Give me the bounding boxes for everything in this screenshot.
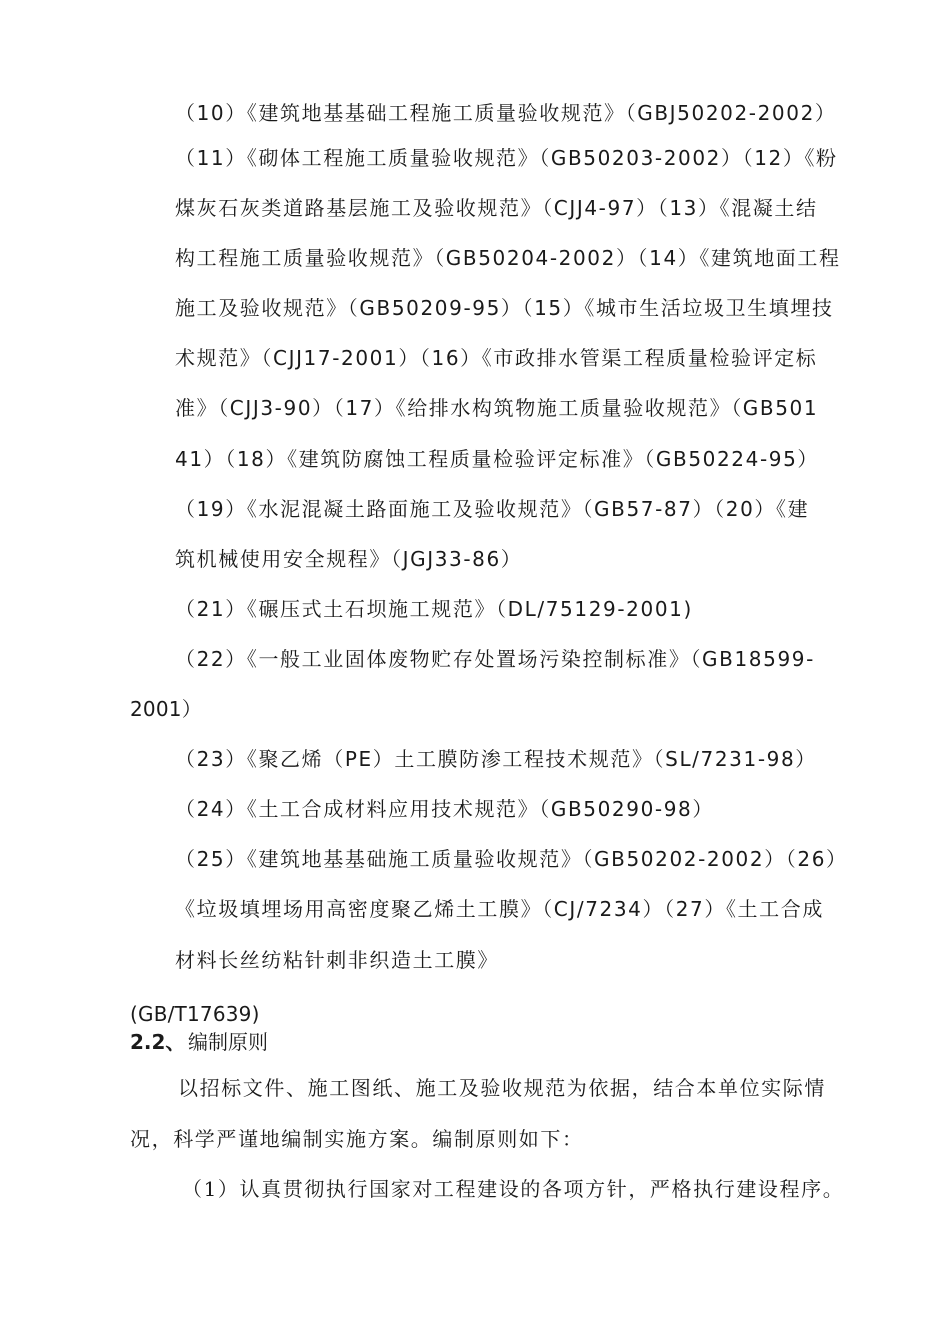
section-title: 编制原则	[188, 1030, 268, 1054]
standard-line: （19）《水泥混凝土路面施工及验收规范》（GB57-87）（20）《建	[175, 497, 810, 521]
standard-line: （24）《土工合成材料应用技术规范》（GB50290-98）	[175, 797, 714, 821]
standard-line: 41）（18）《建筑防腐蚀工程质量检验评定标准》（GB50224-95）	[175, 447, 820, 471]
standard-line: 术规范》（CJJ17-2001）（16）《市政排水管渠工程质量检验评定标	[175, 346, 818, 370]
standard-line: 煤灰石灰类道路基层施工及验收规范》（CJJ4-97）（13）《混凝土结	[175, 196, 818, 220]
standard-line: 准》（CJJ3-90）（17）《给排水构筑物施工质量验收规范》（GB501	[175, 396, 819, 420]
standard-line: （21）《碾压式土石坝施工规范》（DL/75129-2001)	[175, 597, 693, 621]
standard-line: 材料长丝纺粘针刺非织造土工膜》	[175, 948, 499, 972]
standard-line: 《垃圾填埋场用高密度聚乙烯土工膜》（CJ/7234）（27）《土工合成	[175, 897, 824, 921]
standard-line: （10）《建筑地基基础工程施工质量验收规范》（GBJ50202-2002）	[175, 101, 837, 125]
standard-line: （23）《聚乙烯（PE）土工膜防渗工程技术规范》（SL/7231-98）	[175, 747, 817, 771]
standard-line: 构工程施工质量验收规范》（GB50204-2002）（14）《建筑地面工程	[175, 246, 841, 270]
standard-line: （22）《一般工业固体废物贮存处置场污染控制标准》（GB18599-	[175, 647, 815, 671]
principle-item: （1）认真贯彻执行国家对工程建设的各项方针，严格执行建设程序。	[182, 1177, 845, 1201]
section-number: 2.2、	[130, 1030, 186, 1054]
standard-line: （11）《砌体工程施工质量验收规范》（GB50203-2002）（12）《粉	[175, 146, 838, 170]
paragraph-line: 以招标文件、施工图纸、施工及验收规范为依据，结合本单位实际情	[178, 1076, 826, 1100]
standard-line: 2001）	[130, 697, 202, 721]
standard-line: (GB/T17639)	[130, 1002, 260, 1026]
standard-line: （25）《建筑地基基础施工质量验收规范》（GB50202-2002）（26）	[175, 847, 848, 871]
standard-line: 施工及验收规范》（GB50209-95）（15）《城市生活垃圾卫生填埋技	[175, 296, 834, 320]
standard-line: 筑机械使用安全规程》（JGJ33-86）	[175, 547, 523, 571]
paragraph-line: 况，科学严谨地编制实施方案。编制原则如下：	[130, 1127, 584, 1151]
